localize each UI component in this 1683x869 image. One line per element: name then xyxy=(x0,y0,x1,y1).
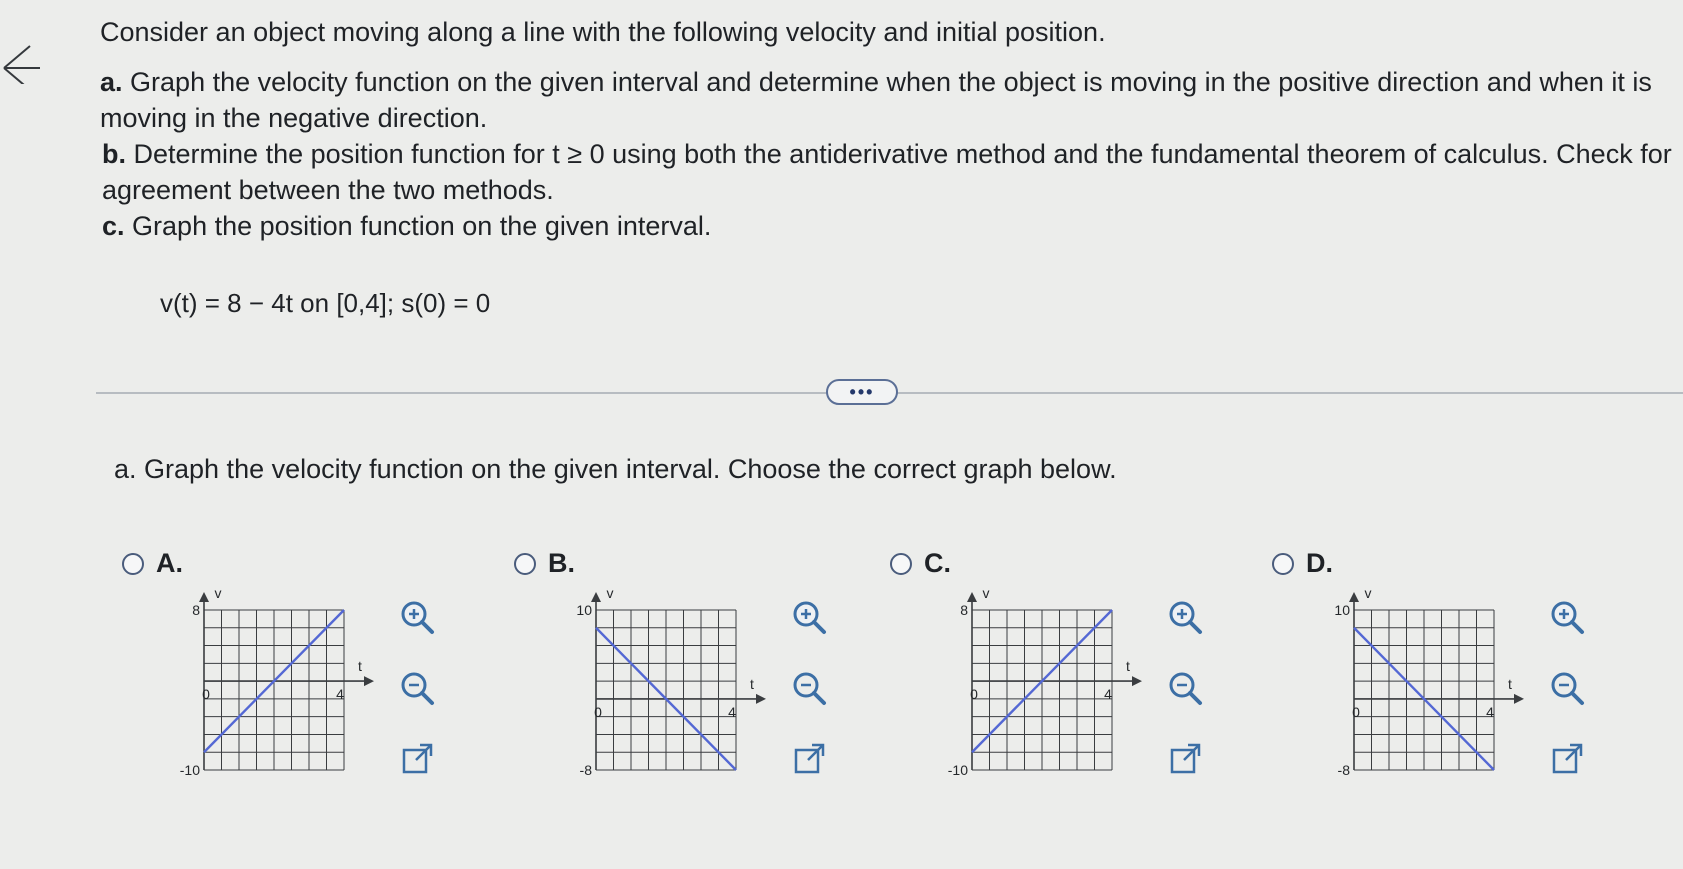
origin-label: 0 xyxy=(202,686,210,703)
x-axis-label: t xyxy=(750,675,754,692)
y-tick-label-top: 10 xyxy=(1334,602,1350,618)
y-axis-label: v xyxy=(1364,590,1372,601)
velocity-graph[interactable] xyxy=(546,590,766,790)
option-header[interactable] xyxy=(122,548,183,579)
y-axis-arrow xyxy=(967,592,977,602)
graph-tools xyxy=(398,598,442,811)
y-axis-arrow xyxy=(591,592,601,602)
y-axis-arrow xyxy=(1349,592,1359,602)
velocity-graph[interactable] xyxy=(1304,590,1524,790)
option-header[interactable] xyxy=(514,548,575,579)
option-radio[interactable] xyxy=(1272,553,1294,575)
option-header[interactable] xyxy=(1272,548,1333,579)
zoom-in-icon[interactable] xyxy=(398,598,436,636)
x-axis-arrow xyxy=(756,694,766,704)
option-letter: B. xyxy=(548,548,575,578)
option-radio[interactable] xyxy=(890,553,912,575)
zoom-out-icon[interactable] xyxy=(1166,669,1204,707)
graph-tools xyxy=(1166,598,1210,811)
answer-option-c[interactable] xyxy=(882,538,1222,838)
option-letter: A. xyxy=(156,548,183,578)
y-tick-label-top: 10 xyxy=(576,602,592,618)
external-link-icon[interactable] xyxy=(1166,740,1204,778)
external-link-icon[interactable] xyxy=(790,740,828,778)
answer-option-d[interactable] xyxy=(1264,538,1604,838)
graph-tools xyxy=(790,598,834,811)
x-axis-label: t xyxy=(1126,658,1130,675)
option-header[interactable] xyxy=(890,548,951,579)
external-link-icon[interactable] xyxy=(1548,740,1586,778)
y-axis-label: v xyxy=(982,590,990,601)
x-tick-label-end: 4 xyxy=(1104,686,1112,703)
external-link-icon[interactable] xyxy=(398,740,436,778)
y-axis-label: v xyxy=(214,590,222,601)
part-label: a. xyxy=(100,67,123,97)
option-letter: C. xyxy=(924,548,951,578)
show-more-button[interactable]: ••• xyxy=(826,379,898,405)
zoom-in-icon[interactable] xyxy=(790,598,828,636)
graph-tools xyxy=(1548,598,1592,811)
y-axis-arrow xyxy=(199,592,209,602)
y-tick-label-bottom: -10 xyxy=(179,762,200,778)
x-tick-label-end: 4 xyxy=(728,703,736,720)
question-part-c xyxy=(100,208,1675,244)
question-intro: Consider an object moving along a line with the following velocity and initial position. xyxy=(100,17,1106,47)
y-axis-label: v xyxy=(606,590,614,601)
question-part-b xyxy=(100,136,1675,208)
option-letter: D. xyxy=(1306,548,1333,578)
part-label: c. xyxy=(102,211,125,241)
answer-option-b[interactable] xyxy=(506,538,846,838)
zoom-in-icon[interactable] xyxy=(1166,598,1204,636)
part-text: Graph the velocity function on the given interval and determine when the object is moving in the positive direction and when it is moving in the negative direction. xyxy=(100,67,1652,133)
prompt-text: a. Graph the velocity function on the given interval. Choose the correct graph below. xyxy=(114,454,1117,484)
velocity-graph[interactable] xyxy=(922,590,1142,790)
question-text xyxy=(100,14,1675,244)
x-axis-arrow xyxy=(364,676,374,686)
question-part-a xyxy=(100,64,1675,136)
zoom-out-icon[interactable] xyxy=(1548,669,1586,707)
x-axis-arrow xyxy=(1514,694,1524,704)
x-axis-label: t xyxy=(358,658,362,675)
option-radio[interactable] xyxy=(514,553,536,575)
part-label: b. xyxy=(102,139,126,169)
y-tick-label-bottom: -8 xyxy=(579,762,592,778)
y-tick-label-top: 8 xyxy=(192,602,200,618)
y-tick-label-top: 8 xyxy=(960,602,968,618)
origin-label: 0 xyxy=(970,686,978,703)
x-tick-label-end: 4 xyxy=(1486,703,1494,720)
x-tick-label-end: 4 xyxy=(336,686,344,703)
zoom-out-icon[interactable] xyxy=(790,669,828,707)
option-radio[interactable] xyxy=(122,553,144,575)
x-axis-label: t xyxy=(1508,675,1512,692)
y-tick-label-bottom: -10 xyxy=(947,762,968,778)
velocity-formula: v(t) = 8 − 4t on [0,4]; s(0) = 0 xyxy=(160,288,491,318)
answer-option-a[interactable] xyxy=(114,538,454,838)
y-tick-label-bottom: -8 xyxy=(1337,762,1350,778)
zoom-out-icon[interactable] xyxy=(398,669,436,707)
part-text: Graph the position function on the given interval. xyxy=(132,211,712,241)
part-text: Determine the position function for t ≥ 0 using both the antiderivative method and the fundamental theorem of calculus. Check for agreement between the two methods. xyxy=(102,139,1672,205)
zoom-in-icon[interactable] xyxy=(1548,598,1586,636)
x-axis-arrow xyxy=(1132,676,1142,686)
back-arrow-icon[interactable] xyxy=(0,40,44,84)
velocity-graph[interactable] xyxy=(154,590,374,790)
origin-label: 0 xyxy=(594,703,602,720)
origin-label: 0 xyxy=(1352,703,1360,720)
